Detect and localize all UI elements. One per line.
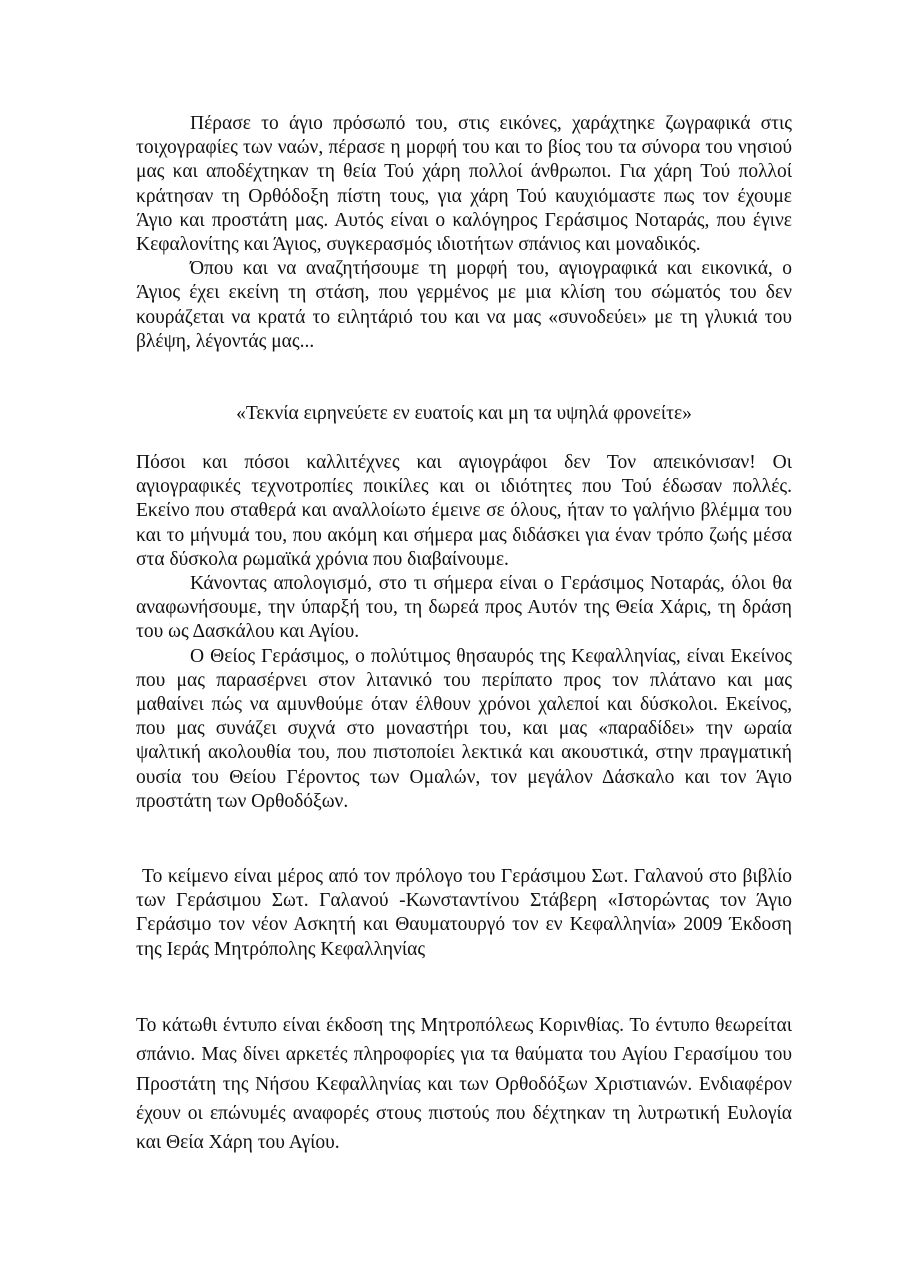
body-section [136, 451, 792, 814]
source-note: Το κείμενο είναι μέρος από τον πρόλογο του Γεράσιμου Σωτ. Γαλανού στο βιβλίο των Γεράσιμου Σωτ. Γαλανού -Κωνσταντίνου Στάβερη «Ιστορώντας τον Άγιο Γεράσιμο τον νέον Ασκητή και Θαυματουργό τον εν Κεφαλληνία» 2009 Έκδοση της Ιεράς Μητρόπολης Κεφαλληνίας [136, 866, 792, 960]
intro-section [136, 112, 792, 354]
intro-paragraph-1: Πέρασε το άγιο πρόσωπό του, στις εικόνες, χαράχτηκε ζωγραφικά στις τοιχογραφίες των ναών, πέρασε η μορφή του και το βίος του τα σύνορα του νησιού μας και αποδέχτηκαν τη θεία Τού χάρη πολλοί άνθρωποι. Για χάρη Τού πολλοί κράτησαν τη Ορθόδοξη πίστη τους, για χάρη Τού καυχιόμαστε πως τον έχουμε Άγιο και προστάτη μας. Αυτός είναι ο καλόγηρος Γεράσιμος Νοταράς, που έγινε Κεφαλονίτης και Άγιος, συγκερασμός ιδιοτήτων σπάνιος και μοναδικός. [136, 113, 792, 256]
closing-paragraph: Το κάτωθι έντυπο είναι έκδοση της Μητροπόλεως Κορινθίας. Το έντυπο θεωρείται σπάνιο. Μας δίνει αρκετές πληροφορίες για τα θαύματα του Αγίου Γερασίμου του Προστάτη της Νήσου Κεφαλληνίας και των Ορθοδόξων Χριστιανών. Ενδιαφέρον έχουν οι επώνυμές αναφορές στους πιστούς που δέχτηκαν τη λυτρωτική Ευλογία και Θεία Χάρη του Αγίου. [136, 1015, 792, 1154]
body-paragraph-3: Ο Θείος Γεράσιμος, ο πολύτιμος θησαυρός της Κεφαλληνίας, είναι Εκείνος που μας παρασέρνει στον λιτανικό του περίπατο προς τον πλάτανο και μας μαθαίνει πώς να αμυνθούμε όταν έλθουν χρόνοι χαλεποί και δύσκολοι. Εκείνος, που μας συνάζει συχνά στο μοναστήρι του, και μας «παραδίδει» την ωραία ψαλτική ακολουθία του, που πιστοποίει λεκτικά και ακουστικά, στην πραγματική ουσία του Θείου Γέροντος των Ομαλών, τον μεγάλον Δάσκαλο και τον Άγιο προστάτη των Ορθοδόξων. [136, 645, 792, 812]
quote-line: «Τεκνία ειρηνεύετε εν ευατοίς και μη τα υψηλά φρονείτε» [236, 403, 692, 424]
body-paragraph-2: Κάνοντας απολογισμό, στο τι σήμερα είναι ο Γεράσιμος Νοταράς, όλοι θα αναφωνήσουμε, την ύπαρξή του, τη δωρεά προς Αυτόν της Θεία Χάρις, τη δράση του ως Δασκάλου και Αγίου. [136, 573, 792, 643]
body-paragraph-1: Πόσοι και πόσοι καλλιτέχνες και αγιογράφοι δεν Τον απεικόνισαν! Οι αγιογραφικές τεχνοτροπίες ποικίλες και οι ιδιότητες που Τού έδωσαν πολλές. Εκείνο που σταθερά και αναλλοίωτο έμεινε σε όλους, ήταν το γαλήνιο βλέμμα του και το μήνυμά του, που ακόμη και σήμερα μας διδάσκει για έναν τρόπο ζωής μέσα στα δύσκολα ρωμαϊκά χρόνια που διαβαίνουμε. [136, 452, 792, 570]
intro-paragraph-2: Όπου και να αναζητήσουμε τη μορφή του, αγιογραφικά και εικονικά, ο Άγιος έχει εκείνη τη στάση, που γερμένος με μια κλίση του σώματός του δεν κουράζεται να κρατά το ειλητάριό του και να μας «συνοδεύει» με τη γλυκιά του βλέψη, λέγοντάς μας... [136, 258, 792, 352]
